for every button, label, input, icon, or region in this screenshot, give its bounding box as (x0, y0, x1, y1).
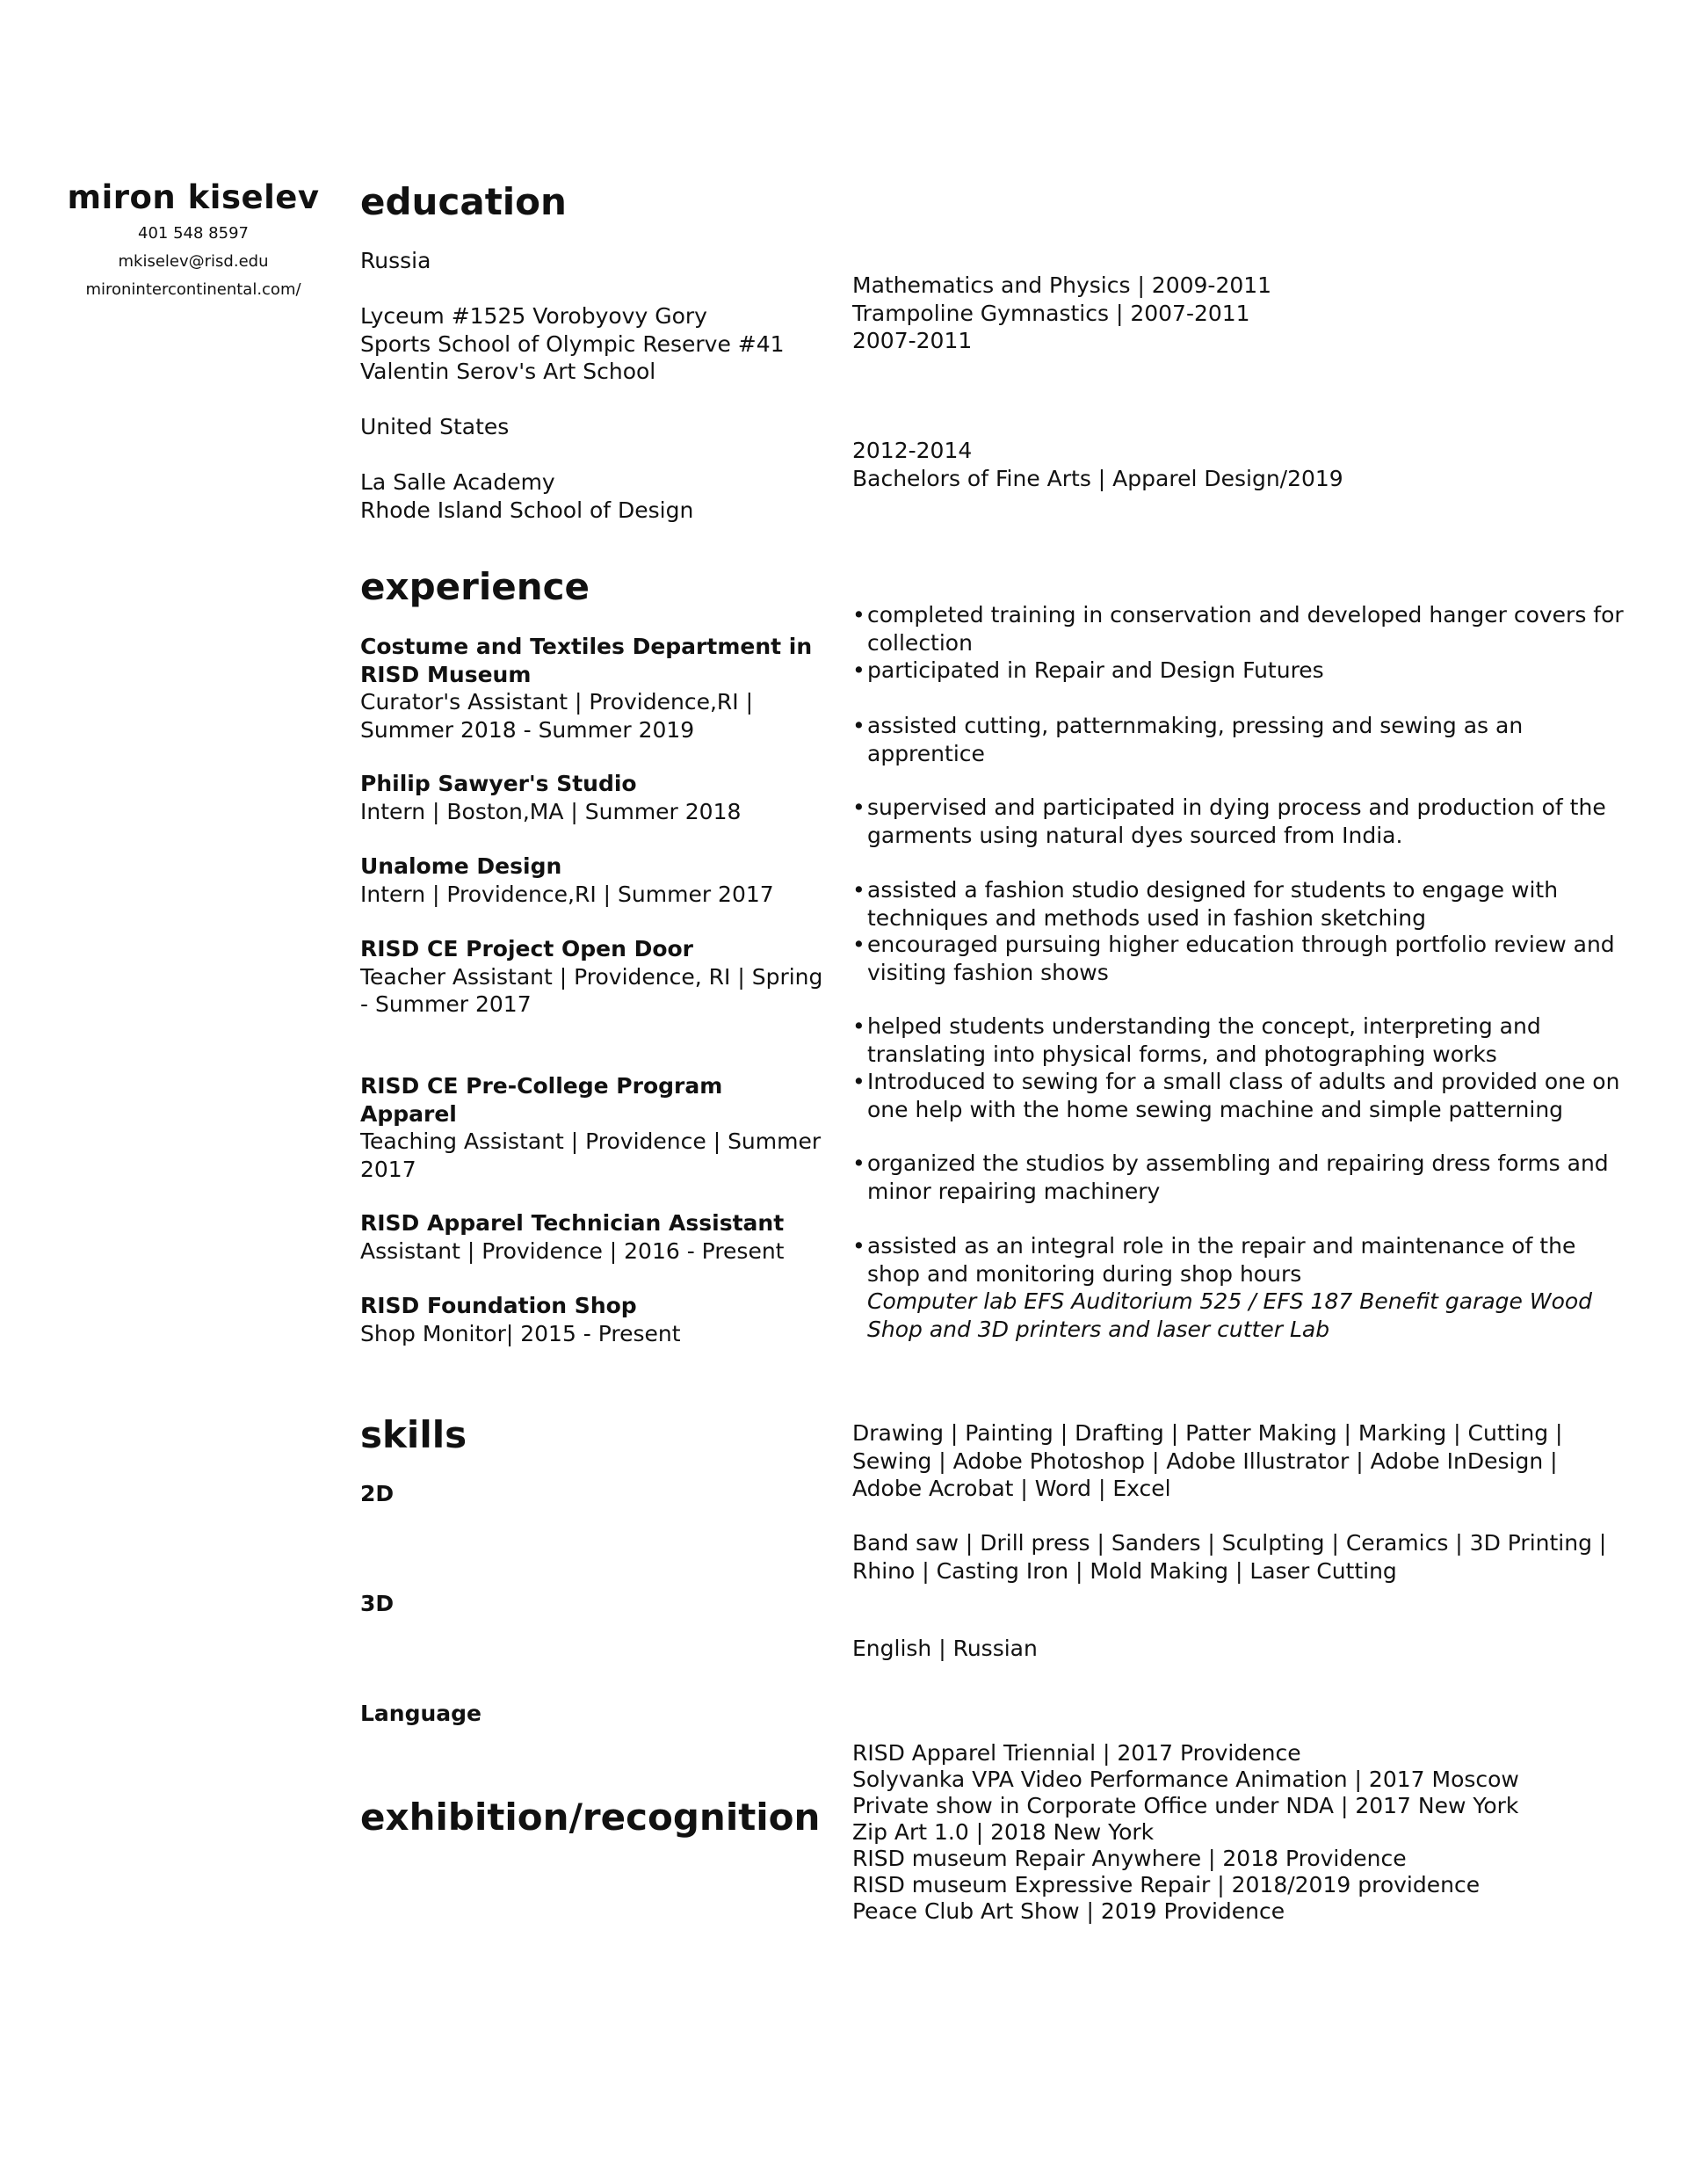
job-role: Teaching Assistant | Providence | Summer 2017 (360, 1128, 822, 1182)
education-school: Valentin Serov's Art School (360, 359, 656, 384)
job-title: Costume and Textiles Department in RISD Museum (360, 634, 813, 687)
exhibition-item: Solyvanka VPA Video Performance Animation | 2017 Moscow (852, 1767, 1519, 1792)
bullet-dot-icon: • (852, 713, 865, 738)
experience-bullet: • Introduced to sewing for a small class of adults and provided one on one help with the home sewing machine and simple patterning (852, 1069, 1620, 1122)
person-name: miron kiselev (67, 178, 320, 216)
job-title: Philip Sawyer's Studio (360, 771, 637, 796)
bullet-dot-icon: • (852, 657, 865, 683)
experience-heading: experience (360, 565, 590, 608)
skills-language-label: Language (360, 1701, 482, 1726)
exhibition-list (852, 1740, 1625, 1925)
bullet-dot-icon: • (852, 1150, 865, 1176)
experience-bullet: • assisted cutting, patternmaking, pressing and sewing as an apprentice (852, 713, 1524, 766)
exhibition-item: RISD Apparel Triennial | 2017 Providence (852, 1740, 1301, 1766)
exhibition-item: RISD museum Repair Anywhere | 2018 Providence (852, 1846, 1407, 1871)
skills-2d-label: 2D (360, 1481, 395, 1506)
bullet-dot-icon: • (852, 1233, 865, 1259)
education-school: Lyceum #1525 Vorobyovy Gory (360, 303, 707, 329)
job-title: RISD Apparel Technician Assistant (360, 1210, 785, 1236)
job-role: Intern | Providence,RI | Summer 2017 (360, 881, 774, 907)
exhibition-item: Zip Art 1.0 | 2018 New York (852, 1819, 1155, 1845)
job-title: Unalome Design (360, 853, 562, 879)
education-country-russia: Russia (360, 248, 431, 273)
experience-bullet: • helped students understanding the concept, interpreting and translating into physical forms, and photographing works (852, 1013, 1541, 1067)
education-detail: 2007-2011 (852, 328, 973, 353)
bullet-dot-icon: • (852, 877, 865, 903)
language-list: English | Russian (852, 1636, 1038, 1661)
job-entry (360, 633, 826, 744)
exhibition-item: Peace Club Art Show | 2019 Providence (852, 1898, 1285, 1924)
skills-2d-list: Drawing | Painting | Drafting | Patter Making | Marking | Cutting | Sewing | Adobe Photoshop | Adobe Illustrator | Adobe InDesign | Adobe Acrobat | Word | Excel (852, 1420, 1563, 1501)
education-country-us: United States (360, 414, 510, 439)
shop-locations-note: Computer lab EFS Auditorium 525 / EFS 187 Benefit garage Wood Shop and 3D printers and laser cutter Lab (867, 1288, 1593, 1342)
job-role: Teacher Assistant | Providence, RI | Spring - Summer 2017 (360, 963, 823, 1017)
exhibition-item: RISD museum Expressive Repair | 2018/2019 providence (852, 1872, 1481, 1897)
exhibition-item: Private show in Corporate Office under NDA | 2017 New York (852, 1793, 1519, 1818)
job-role: Curator's Assistant | Providence,RI | Summer 2018 - Summer 2019 (360, 689, 754, 743)
experience-bullet: • assisted as an integral role in the repair and maintenance of the shop and monitoring during shop hours Computer lab EFS Auditorium 525 / EFS 187 Benefit garage Wood Shop and 3D printers and laser cutter Lab (852, 1232, 1634, 1343)
skills-3d-label: 3D (360, 1591, 395, 1616)
job-entry (360, 770, 826, 825)
website-link[interactable]: mironintercontinental.com/ (85, 280, 301, 299)
job-entry (360, 1209, 826, 1265)
experience-bullet: • supervised and participated in dying process and production of the garments using natural dyes sourced from India. (852, 795, 1606, 848)
job-role: Shop Monitor| 2015 - Present (360, 1320, 681, 1346)
job-title: RISD CE Pre-College Program Apparel (360, 1073, 723, 1127)
experience-bullet: • participated in Repair and Design Futures (852, 657, 1324, 683)
experience-bullet: • assisted a fashion studio designed for students to engage with techniques and methods used in fashion sketching (852, 877, 1559, 931)
job-title: RISD CE Project Open Door (360, 936, 694, 961)
bullet-dot-icon: • (852, 1069, 865, 1094)
job-entry (360, 1292, 826, 1347)
education-school: La Salle Academy (360, 469, 555, 495)
job-entry (360, 853, 826, 908)
experience-bullet: • encouraged pursuing higher education through portfolio review and visiting fashion shows (852, 932, 1615, 985)
job-entry (360, 935, 826, 1019)
education-detail: Mathematics and Physics | 2009-2011 (852, 272, 1272, 298)
education-detail: Trampoline Gymnastics | 2007-2011 (852, 300, 1250, 326)
email-address: mkiselev@risd.edu (118, 252, 269, 271)
experience-bullet: • completed training in conservation and developed hanger covers for collection (852, 602, 1624, 656)
bullet-dot-icon: • (852, 1013, 865, 1039)
exhibition-heading: exhibition/recognition (360, 1796, 821, 1839)
bullet-dot-icon: • (852, 795, 865, 820)
education-heading: education (360, 180, 567, 223)
job-title: RISD Foundation Shop (360, 1293, 637, 1318)
job-role: Assistant | Providence | 2016 - Present (360, 1237, 785, 1264)
job-role: Intern | Boston,MA | Summer 2018 (360, 798, 742, 824)
bullet-dot-icon: • (852, 932, 865, 957)
contact-block (53, 176, 334, 304)
education-school: Sports School of Olympic Reserve #41 (360, 330, 785, 357)
skills-3d-list: Band saw | Drill press | Sanders | Sculpting | Ceramics | 3D Printing | Rhino | Casting Iron | Mold Making | Laser Cutting (852, 1530, 1607, 1584)
bullet-dot-icon: • (852, 602, 865, 628)
job-entry (360, 1072, 826, 1183)
skills-heading: skills (360, 1413, 467, 1456)
education-detail: Bachelors of Fine Arts | Apparel Design/2019 (852, 465, 1343, 491)
education-detail: 2012-2014 (852, 438, 973, 463)
experience-bullet: • organized the studios by assembling and repairing dress forms and minor repairing machinery (852, 1150, 1609, 1204)
phone-number: 401 548 8597 (138, 224, 249, 243)
education-school: Rhode Island School of Design (360, 497, 694, 523)
